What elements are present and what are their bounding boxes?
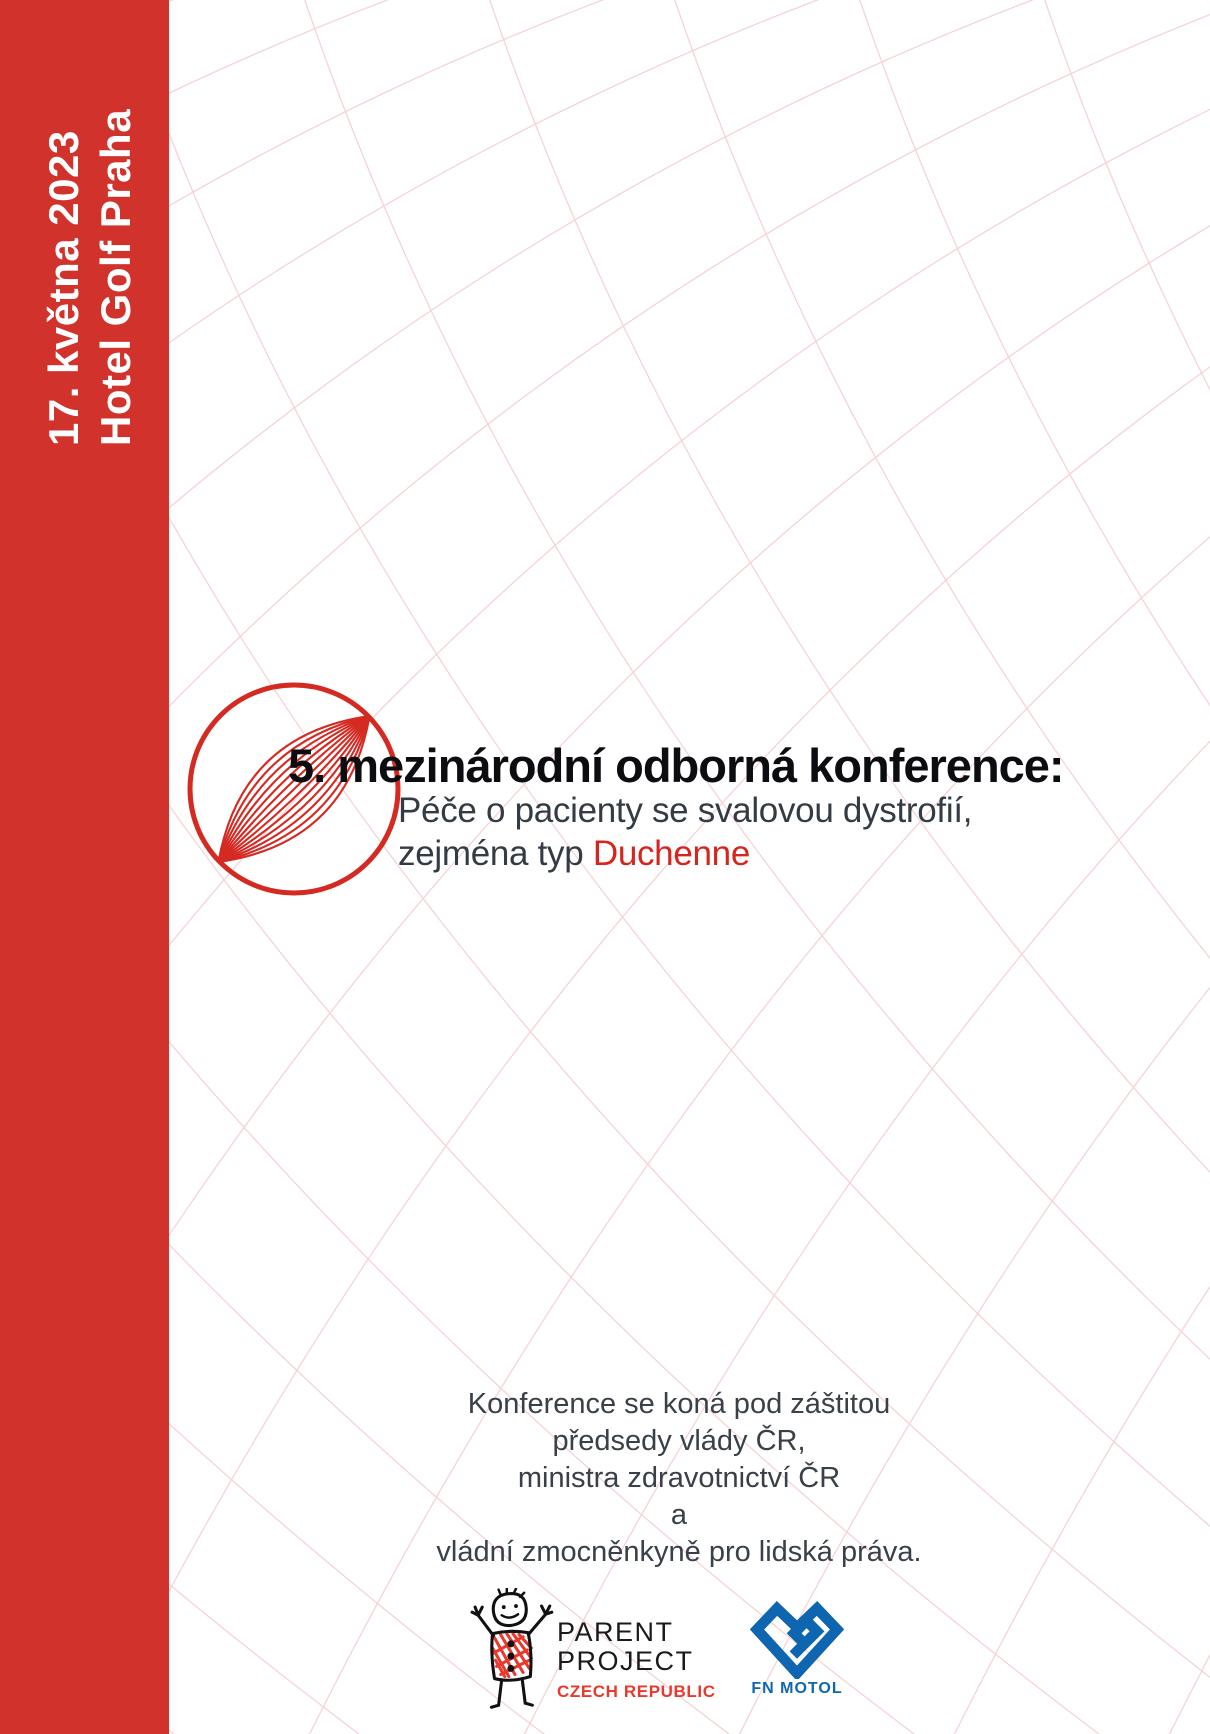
fn-motol-heart-icon	[749, 1597, 845, 1679]
page-title: 5. mezinárodní odborná konference:	[288, 739, 1064, 792]
subtitle-emphasis-duchenne: Duchenne	[592, 834, 751, 873]
parent-project-country: CZECH REPUBLIC	[557, 1682, 716, 1701]
parent-project-wordmark	[557, 1618, 716, 1702]
parent-project-figure-icon	[470, 1588, 562, 1712]
parent-project-name-line1: PARENT	[557, 1617, 674, 1647]
event-date: 17. května 2023	[40, 130, 87, 446]
patronage-text	[139, 1386, 1210, 1571]
patronage-line: ministra zdravotnictví ČR	[517, 1462, 841, 1494]
subtitle-line-1: Péče o pacienty se svalovou dystrofií,	[398, 791, 973, 830]
patronage-line: předsedy vlády ČR,	[552, 1425, 806, 1457]
subtitle-line-2	[398, 834, 750, 874]
event-venue: Hotel Golf Praha	[92, 108, 139, 446]
patronage-line: Konference se koná pod záštitou	[467, 1388, 891, 1420]
event-date-venue	[38, 109, 142, 446]
subtitle-line-2-prefix: zejména typ	[398, 834, 593, 873]
patronage-line: vládní zmocněnkyně pro lidská práva.	[436, 1536, 922, 1568]
fn-motol-wordmark: FN MOTOL	[751, 1680, 843, 1697]
patronage-line: a	[670, 1499, 688, 1531]
parent-project-name-line2: PROJECT	[557, 1646, 694, 1676]
sidebar-band	[0, 0, 169, 1734]
